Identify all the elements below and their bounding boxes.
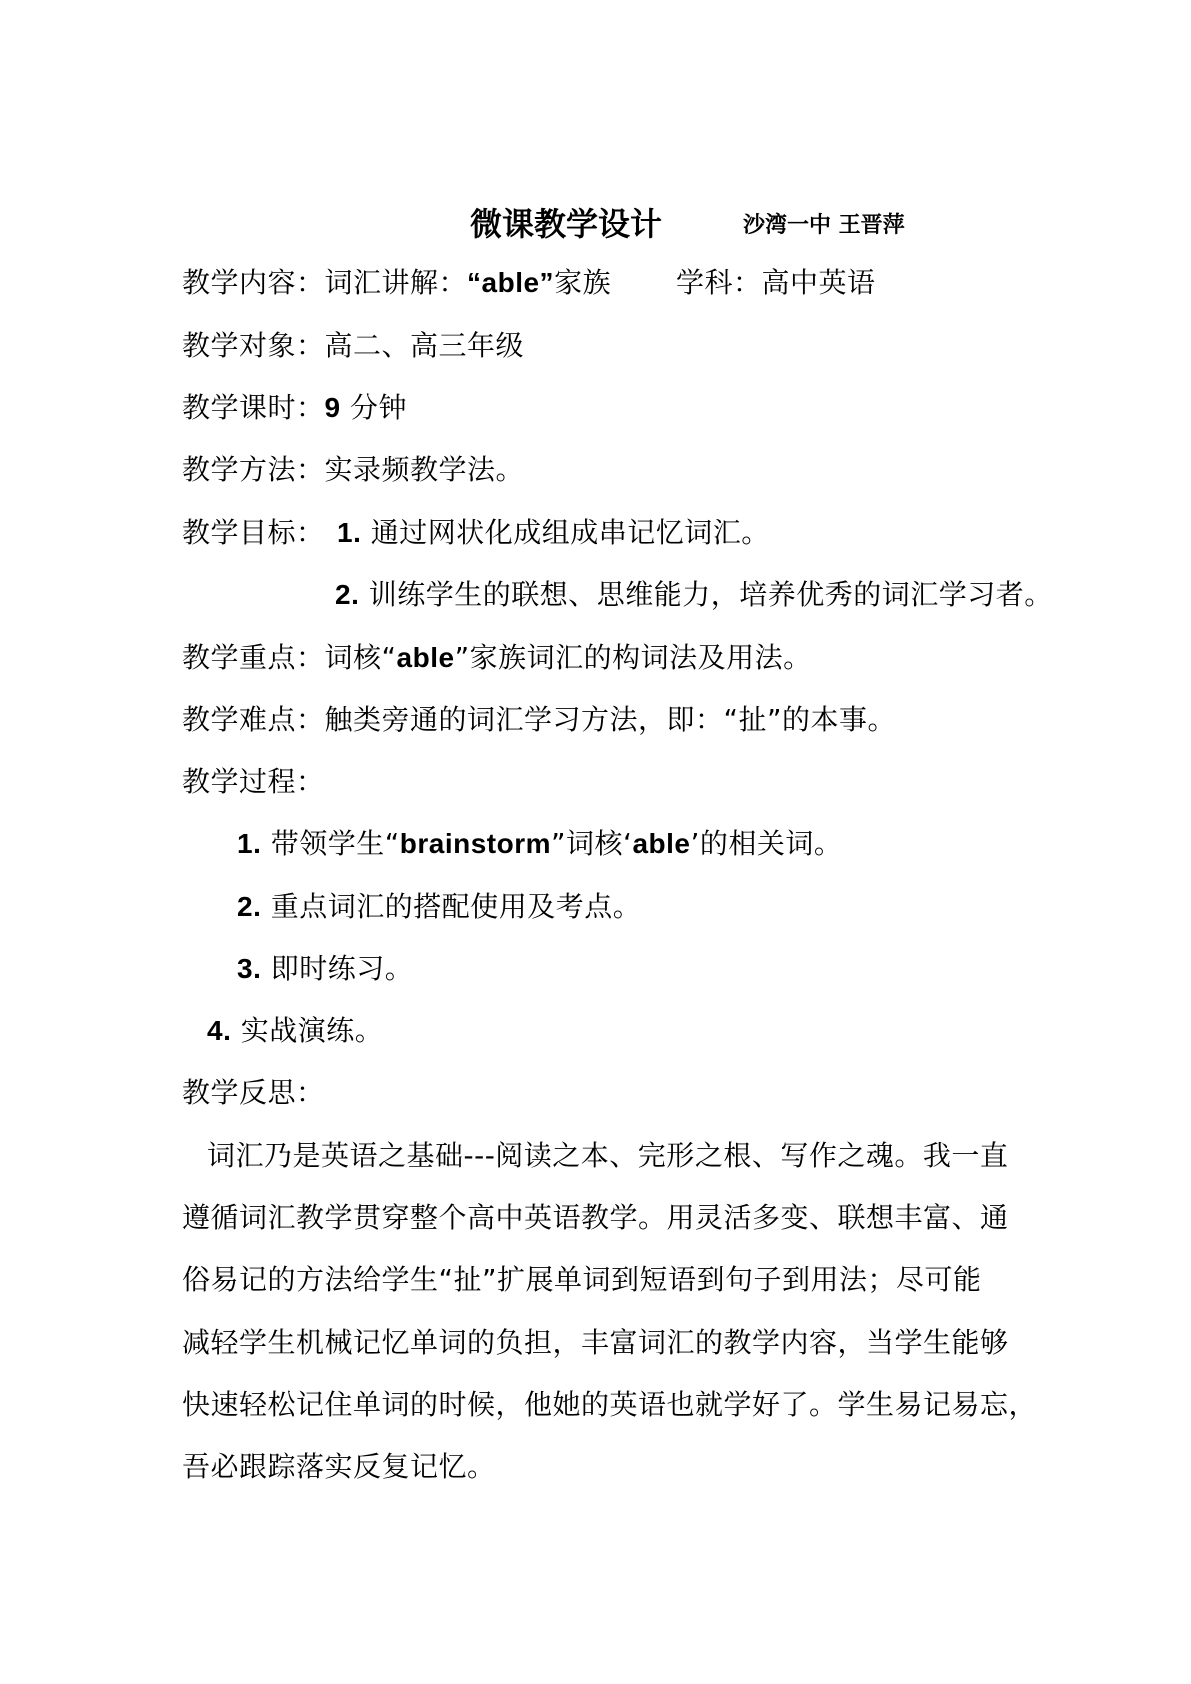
process-en2: able <box>632 828 691 859</box>
document-author: 沙湾一中 王晋萍 <box>743 213 905 238</box>
process-label: 教学过程： <box>182 765 325 798</box>
goal-number: 1. <box>337 517 362 548</box>
document-title: 微课教学设计 <box>470 205 663 243</box>
subject-line <box>676 265 876 301</box>
content-value-prefix: 词汇讲解： <box>324 266 468 299</box>
process-number: 3. <box>237 953 262 984</box>
content-value-en: “able” <box>467 267 555 298</box>
reflection-paragraph-line: 词汇乃是英语之基础---阅读之本、完形之根、写作之魂。我一直 <box>207 1139 1009 1172</box>
process-item <box>207 1013 383 1049</box>
process-text: 重点词汇的搭配使用及考点。 <box>270 890 642 923</box>
method-line <box>182 452 524 488</box>
duration-number: 9 <box>324 392 341 423</box>
reflection-paragraph-line: 俗易记的方法给学生“扯”扩展单词到短语到句子到用法；尽可能 <box>182 1263 982 1296</box>
goal-number: 2. <box>335 579 360 610</box>
reflection-paragraph-line: 减轻学生机械记忆单词的负担，丰富词汇的教学内容，当学生能够 <box>182 1326 1009 1359</box>
audience-label: 教学对象： <box>182 329 325 362</box>
difficulty-label: 教学难点： <box>182 703 325 736</box>
content-value-suffix: 家族 <box>554 266 612 299</box>
process-number: 2. <box>237 891 262 922</box>
goal-item <box>337 515 770 551</box>
subject-label: 学科： <box>676 266 762 299</box>
key-point-en: able <box>396 642 455 673</box>
process-item <box>237 826 842 862</box>
process-middle: ”词核‘ <box>551 827 633 860</box>
process-suffix: ’的相关词。 <box>690 827 843 860</box>
subject-value: 高中英语 <box>761 266 876 299</box>
method-label: 教学方法： <box>182 453 325 486</box>
goal-item <box>335 577 1053 613</box>
difficulty-value: 触类旁通的词汇学习方法，即：“扯”的本事。 <box>324 703 897 736</box>
difficulty-line <box>182 702 896 738</box>
key-point-prefix: 词核“ <box>324 641 397 674</box>
key-point-suffix: ”家族词汇的构词法及用法。 <box>454 641 812 674</box>
key-point-line <box>182 640 812 676</box>
goal-text: 训练学生的联想、思维能力，培养优秀的词汇学习者。 <box>368 578 1053 611</box>
audience-line <box>182 328 524 364</box>
process-number: 1. <box>237 828 262 859</box>
key-point-label: 教学重点： <box>182 641 325 674</box>
process-en: brainstorm <box>399 828 552 859</box>
goal-text: 通过网状化成组成串记忆词汇。 <box>370 516 770 549</box>
audience-value: 高二、高三年级 <box>324 329 525 362</box>
duration-label: 教学课时： <box>182 391 325 424</box>
duration-unit: 分钟 <box>350 391 408 424</box>
process-number: 4. <box>207 1015 232 1046</box>
process-prefix: 带领学生“ <box>270 827 400 860</box>
process-item <box>237 951 413 987</box>
process-text: 即时练习。 <box>270 952 414 985</box>
content-label: 教学内容： <box>182 266 325 299</box>
reflection-paragraph-line: 快速轻松记住单词的时候，他她的英语也就学好了。学生易记易忘， <box>182 1388 1038 1421</box>
process-item <box>237 889 641 925</box>
reflection-paragraph-line: 遵循词汇教学贯穿整个高中英语教学。用灵活多变、联想丰富、通 <box>182 1201 1009 1234</box>
goals-label: 教学目标： <box>182 516 325 549</box>
content-line <box>182 265 611 301</box>
reflection-label: 教学反思： <box>182 1076 325 1109</box>
process-text: 实战演练。 <box>240 1014 384 1047</box>
duration-line <box>182 390 407 426</box>
reflection-paragraph-line: 吾必跟踪落实反复记忆。 <box>182 1450 496 1483</box>
method-value: 实录频教学法。 <box>324 453 525 486</box>
